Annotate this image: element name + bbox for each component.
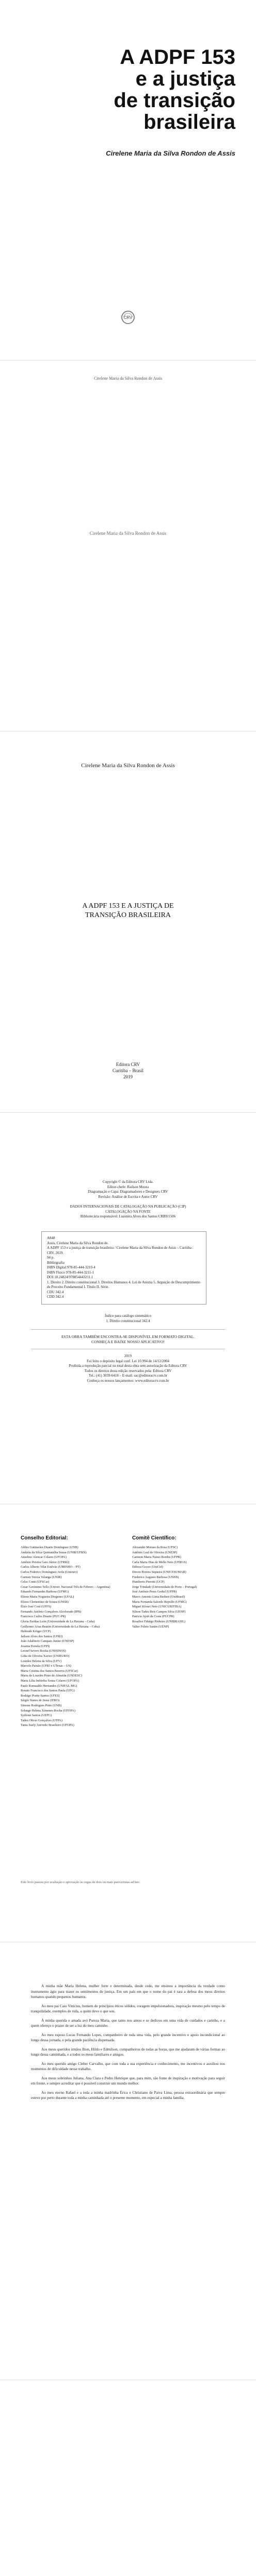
rights-contact: Tel.: (41) 3039-6418 – E-mail: sac@editoracrv.com.br — [88, 1374, 168, 1378]
committee-member: José Antônio Peres Gediel (UFPR) — [132, 1590, 177, 1594]
cover-author: Cirelene Maria da Silva Rondon de Assis — [106, 149, 235, 157]
editor-line: Editor-chefe: Railson Moura — [107, 1184, 149, 1189]
rights-block — [31, 1354, 225, 1383]
committee-column — [132, 1535, 235, 1629]
dedication-paragraph: Ao meu eterno Rafael e a toda a minha madrinha Érica e Christiano de Paiva Lima, pessoa extraordinária que sempre esteve por perto durante toda a minha caminhada até o presente momento, em especial a minha família. — [31, 2090, 225, 2100]
cip-head: CATALOGAÇÃO NA FONTE — [105, 1209, 151, 1214]
cip-line: DOI 10.24824/978854443211.1 — [47, 1275, 93, 1279]
rights-address: Todos os direitos desta edição reservados pela: Editora CRV — [84, 1368, 172, 1373]
committee-member: Dirceu Pereira Siqueira (UNICESUMAR) — [132, 1570, 186, 1574]
index-item: 1. Direito constitucional 342.4 — [106, 1318, 150, 1323]
digital-line: ESTA OBRA TAMBÉM ENCONTRA-SE DISPONÍVEL EM FORMATO DIGITAL. — [61, 1334, 195, 1339]
council-member: Lídia de Oliveira Xavier (UNIEURO) — [21, 1654, 70, 1658]
dedication-paragraph: Aos meus sobrinhos Juliana, Ana Clara e Pedro Henrique que, para mim, são fonte de inspiração e motivação para seguir em frente, e sempre acreditar que é possível construir um mundo melhor. — [31, 2076, 225, 2086]
council-member: Celso Conti (UFSCar) — [21, 1580, 50, 1584]
cip-line: A848 — [47, 1236, 55, 1240]
dedication-paragraph: Ao meu querido amigo Cleber Carvalho, que com toda a sua experiência e conhecimento, me incentivou e auxiliou nos momentos de dificuldade nesse trabalho. — [31, 2061, 225, 2071]
dedication-paragraph: Aos meus queridos irmãos Ilton, Hildo e Edmilson, companheiros de todas as horas, que me ajudaram de várias formas ao longo dessa caminhada, e a todos os meus familiares e amigos. — [31, 2047, 225, 2057]
council-member: Andréia da Silva Quintanilha Sousa (UNIR/UFRN) — [21, 1550, 87, 1554]
committee-member: Miguel Kfouri Neto (UNICURITIBA) — [132, 1605, 182, 1609]
council-title: Conselho Editorial: — [21, 1535, 68, 1541]
cip-line: 1. Direito 2. Direito constitucional 3. Direitos Humanos 4. Lei de Anistia 5. Arguição de Descumprimento de Preceito Fundamental I. Título II. Série. — [47, 1280, 200, 1289]
dedication-page — [0, 1942, 256, 2380]
rights-site: Conheça os nossos lançamentos: www.editoracrv.com.br — [87, 1378, 169, 1383]
half-title-author: Cirelene Maria da Silva Rondon de Assis — [94, 376, 162, 381]
committee-member: Patrícia Ayub da Costa (PUCPR) — [132, 1615, 174, 1619]
cip-line: Bibliografia — [47, 1260, 65, 1265]
cover-title-line: A ADPF 153 — [120, 46, 235, 69]
council-member: Carlos Federico Domínguez Avila (Unieuro) — [21, 1570, 78, 1574]
cip-line: CDD 342.4 — [47, 1295, 64, 1299]
cover-title — [70, 46, 235, 133]
publisher-city: Curitiba – Brasil — [113, 1068, 143, 1073]
council-member: Eduardo Fernandes Barbosa (UFMG) — [21, 1590, 69, 1594]
cover-title-line: brasileira — [143, 111, 235, 133]
half-title-center: Cirelene Maria da Silva Rondon de Assis — [89, 531, 167, 536]
rights-text: Proibida a reprodução parcial ou total desta obra sem autorização da Editora CRV — [69, 1364, 187, 1368]
committee-member: Nilson Tadeu Reis Campos Silva (UENP) — [132, 1609, 186, 1614]
committee-member: Marco Antonio Lima Berberi (UniBrasil) — [132, 1595, 185, 1599]
council-member: Tadeu Oliver Gonçalves (UFPA) — [21, 1718, 62, 1722]
logo-label: CRV — [123, 315, 133, 320]
copyright-line: Copyright © da Editora CRV Ltda. — [103, 1180, 153, 1184]
council-member: Élsio José Corá (UFFS) — [21, 1605, 51, 1609]
cover-title-line: e a justiça — [135, 67, 235, 90]
council-member: Simone Rodrigues Pinto (UNB) — [21, 1704, 62, 1707]
credits-block — [31, 1180, 225, 1199]
app-line: CONHEÇA E BAIXE NOSSO APLICATIVO! — [91, 1340, 165, 1344]
committee-member: Antônio Leal de Oliveira (UNESP) — [132, 1550, 178, 1554]
council-member: Leonel Severo Rocha (UNISINOS) — [21, 1649, 66, 1653]
council-member: Renato Francisco dos Santos Paula (UFG) — [21, 1689, 75, 1693]
cip-line: Assis, Cirelene Maria da Silva Rondon de. — [47, 1241, 109, 1245]
council-member: Anselmo Alencar Colares (UFOPA) — [21, 1555, 67, 1560]
committee-member: Carmem Maria Nunes Bordin (UFPR) — [132, 1555, 181, 1560]
cip-header — [31, 1205, 225, 1219]
council-member: Maria Cristina dos Santos Bezerra (UFSCar) — [21, 1669, 78, 1673]
divider — [31, 1329, 225, 1330]
council-member: Marcelo Paixão (UFRJ e UTexas – US) — [21, 1664, 71, 1668]
cip-line: 94 p. — [47, 1256, 54, 1260]
dedication-text — [31, 1984, 225, 2105]
index-block — [31, 1314, 225, 1324]
committee-member: Rosalice Fidalgo Pinheiro (UNIBRASIL) — [132, 1619, 185, 1623]
index-title: Índice para catálogo sistemático — [105, 1314, 151, 1318]
council-member: Guillermo Arias Beatón (Universidade de La Havana – Cuba) — [21, 1624, 100, 1629]
committee-member: Valter Foleto Santin (UENP) — [132, 1624, 169, 1629]
committee-member: Débora Gozzo (UniCid) — [132, 1565, 163, 1569]
council-member: Lourdes Helena da Silva (UFV) — [21, 1659, 62, 1663]
council-member: Sydione Santos (UEPG) — [21, 1714, 52, 1718]
council-member: Elione Maria Nogueira Diogenes (UFAL) — [21, 1595, 74, 1599]
revision-line: Revisão: Análise de Escrita e Autor CRV — [98, 1194, 158, 1199]
epigraph-page — [0, 2380, 256, 2576]
copyright-page — [0, 1113, 256, 1504]
council-member: Fernando Antônio Gonçalves Alcoforado (IPB) — [21, 1609, 82, 1614]
council-member: João Adalberto Campato Junior (UNESP) — [21, 1639, 74, 1643]
title-page-author: Cirelene Maria da Silva Rondon de Assis — [81, 762, 175, 769]
council-member: Sérgio Nunes de Jesus (IFRO) — [21, 1699, 60, 1703]
title-line: TRANSIÇÃO BRASILEIRA — [85, 911, 171, 919]
title-page — [0, 732, 256, 1113]
committee-member: Frederico Augusto Barbosa (UNEB) — [132, 1575, 179, 1579]
review-note: Este livro passou por avaliação e aprovação às cegas de dois ou mais pareceristas ad hoc. — [21, 1880, 140, 1884]
cover-page — [0, 0, 256, 361]
rights-law: Foi feito o depósito legal conf. Lei 10.994 de 14/12/2004 — [86, 1359, 169, 1363]
committee-member: Humberto Pierotti (UCP) — [132, 1580, 165, 1584]
council-member: Aldira Guimarães Duarte Domínguez (UNB) — [21, 1546, 78, 1549]
cover-title-line: de transição — [114, 89, 235, 112]
council-member: Helmuth Krüger (UCP) — [21, 1630, 51, 1634]
council-member: Francisco Carlos Duarte (PUC-PR) — [21, 1615, 66, 1619]
council-member: Jailson Alves dos Santos (UFRJ) — [21, 1634, 63, 1638]
committee-member: Jorge Trindade (Universidade do Porto – Portugal) — [132, 1585, 197, 1589]
publication-year: 2019 — [123, 1074, 133, 1079]
committee-list — [132, 1545, 235, 1629]
cip-box — [41, 1231, 206, 1304]
cip-head: DADOS INTERNACIONAIS DE CATALOGAÇÃO NA PUBLICAÇÃO (CIP) — [70, 1205, 186, 1209]
editorial-council-page — [0, 1504, 256, 1942]
title-page-title — [31, 902, 225, 920]
publisher-name: Editora CRV — [116, 1062, 140, 1067]
publisher-logo-icon — [114, 309, 142, 330]
title-page-publisher — [0, 1061, 256, 1080]
diagram-line: Diagramação e Capa: Diagramadores e Designers CRV — [88, 1190, 168, 1194]
committee-title: Comitê Científico: — [132, 1535, 177, 1541]
cip-line: ISBN Digital 978-85-444-3210-4 — [47, 1265, 95, 1269]
council-member: Elizeu Clementino de Souza (UNEB) — [21, 1600, 69, 1604]
rights-year: 2019 — [124, 1354, 132, 1358]
dedication-paragraph: Ao meu pai Caio Vinícius, homem de princípios éticos sólidos, coragem impulsionadora, inspiração mesmo pelo tempo de tranquilidade, exemplos de vida, a quem devo o que sou. — [31, 2004, 225, 2013]
cip-head: Bibliotecária responsável: Luzenira Alves dos Santos CRB9/1506 — [80, 1214, 176, 1218]
council-member: Tania Suely Azevedo Brasileiro (UFOPA) — [21, 1723, 74, 1727]
half-title-page — [0, 361, 256, 732]
council-column — [21, 1535, 124, 1728]
council-member: Rodrigo Pratte-Santos (UFES) — [21, 1693, 60, 1698]
dedication-paragraph: Ao meu esposo Lucas Fernando Lopes, companheiro de toda uma vida, pelo grande incentivo e apoio incondicional ao longo dessa jornada, e pela grande paciência dispensada. — [31, 2032, 225, 2042]
committee-member: Carla Maria Dias de Mello Neto (UFRGS) — [132, 1560, 187, 1564]
title-line: A ADPF 153 E A JUSTIÇA DE — [82, 902, 174, 910]
digital-notice — [31, 1334, 225, 1345]
council-member: Carmen Tereza Velanga (UNIR) — [21, 1575, 62, 1579]
council-member: Gloria Fariñas León (Universidade de La Havana – Cuba) — [21, 1619, 95, 1623]
council-member: Carlos Alberto Vilar Estêvão (UMINHO – PT) — [21, 1565, 81, 1569]
council-member: Maria de Lourdes Pinto de Almeida (UNOESC) — [21, 1674, 82, 1678]
dedication-paragraph: À minha querida e amada avó Pureza Maria, que tanto nos amou e se dedicou em uma vida de cuidados e carinho, e a quem ofereço o prazer de ser a luz do meu caminho. — [31, 2018, 225, 2028]
council-member: Paulo Romualdo Hernandes (UNIFAL-MG) — [21, 1684, 77, 1688]
dedication-paragraph: A minha mãe Maria Helena, mulher forte e determinada, desde cedo, me ensinou a importância da verdade como instrumento ágio para trazer os sentimentos de justiça. Em um país em que o nome do pai é rara a defesa dos meus direitos humanos quando pequenos humanos. — [31, 1984, 225, 1999]
council-member: Maria Lília Imbiriba Sousa Colares (UFOPA) — [21, 1679, 79, 1683]
committee-member: Maria Fernanda Salcedo Repolês (UFMG) — [132, 1600, 187, 1604]
cip-line: A ADPF 153 e a justiça de transição brasileira / Cirelene Maria da Silva Rondon de Assis – Curitiba : CRV, 2019. — [47, 1246, 194, 1255]
council-member: Antônio Pereira Gaio Júnior (UFRRJ) — [21, 1560, 70, 1564]
council-member: Josania Portela (UFPI) — [21, 1644, 50, 1648]
council-list — [21, 1545, 124, 1728]
cip-line: ISBN Físico 978-85-444-3211-1 — [47, 1270, 94, 1275]
committee-member: Alexandre Moraes da Rosa (UFSC) — [132, 1546, 178, 1549]
council-member: Solange Helena Ximenes-Rocha (UFOPA) — [21, 1708, 75, 1713]
cip-line: CDU 342.4 — [47, 1290, 64, 1294]
council-member: Cesar Gerónimo Tello (Univer. Nacional Três de Febrero – Argentina) — [21, 1585, 110, 1589]
